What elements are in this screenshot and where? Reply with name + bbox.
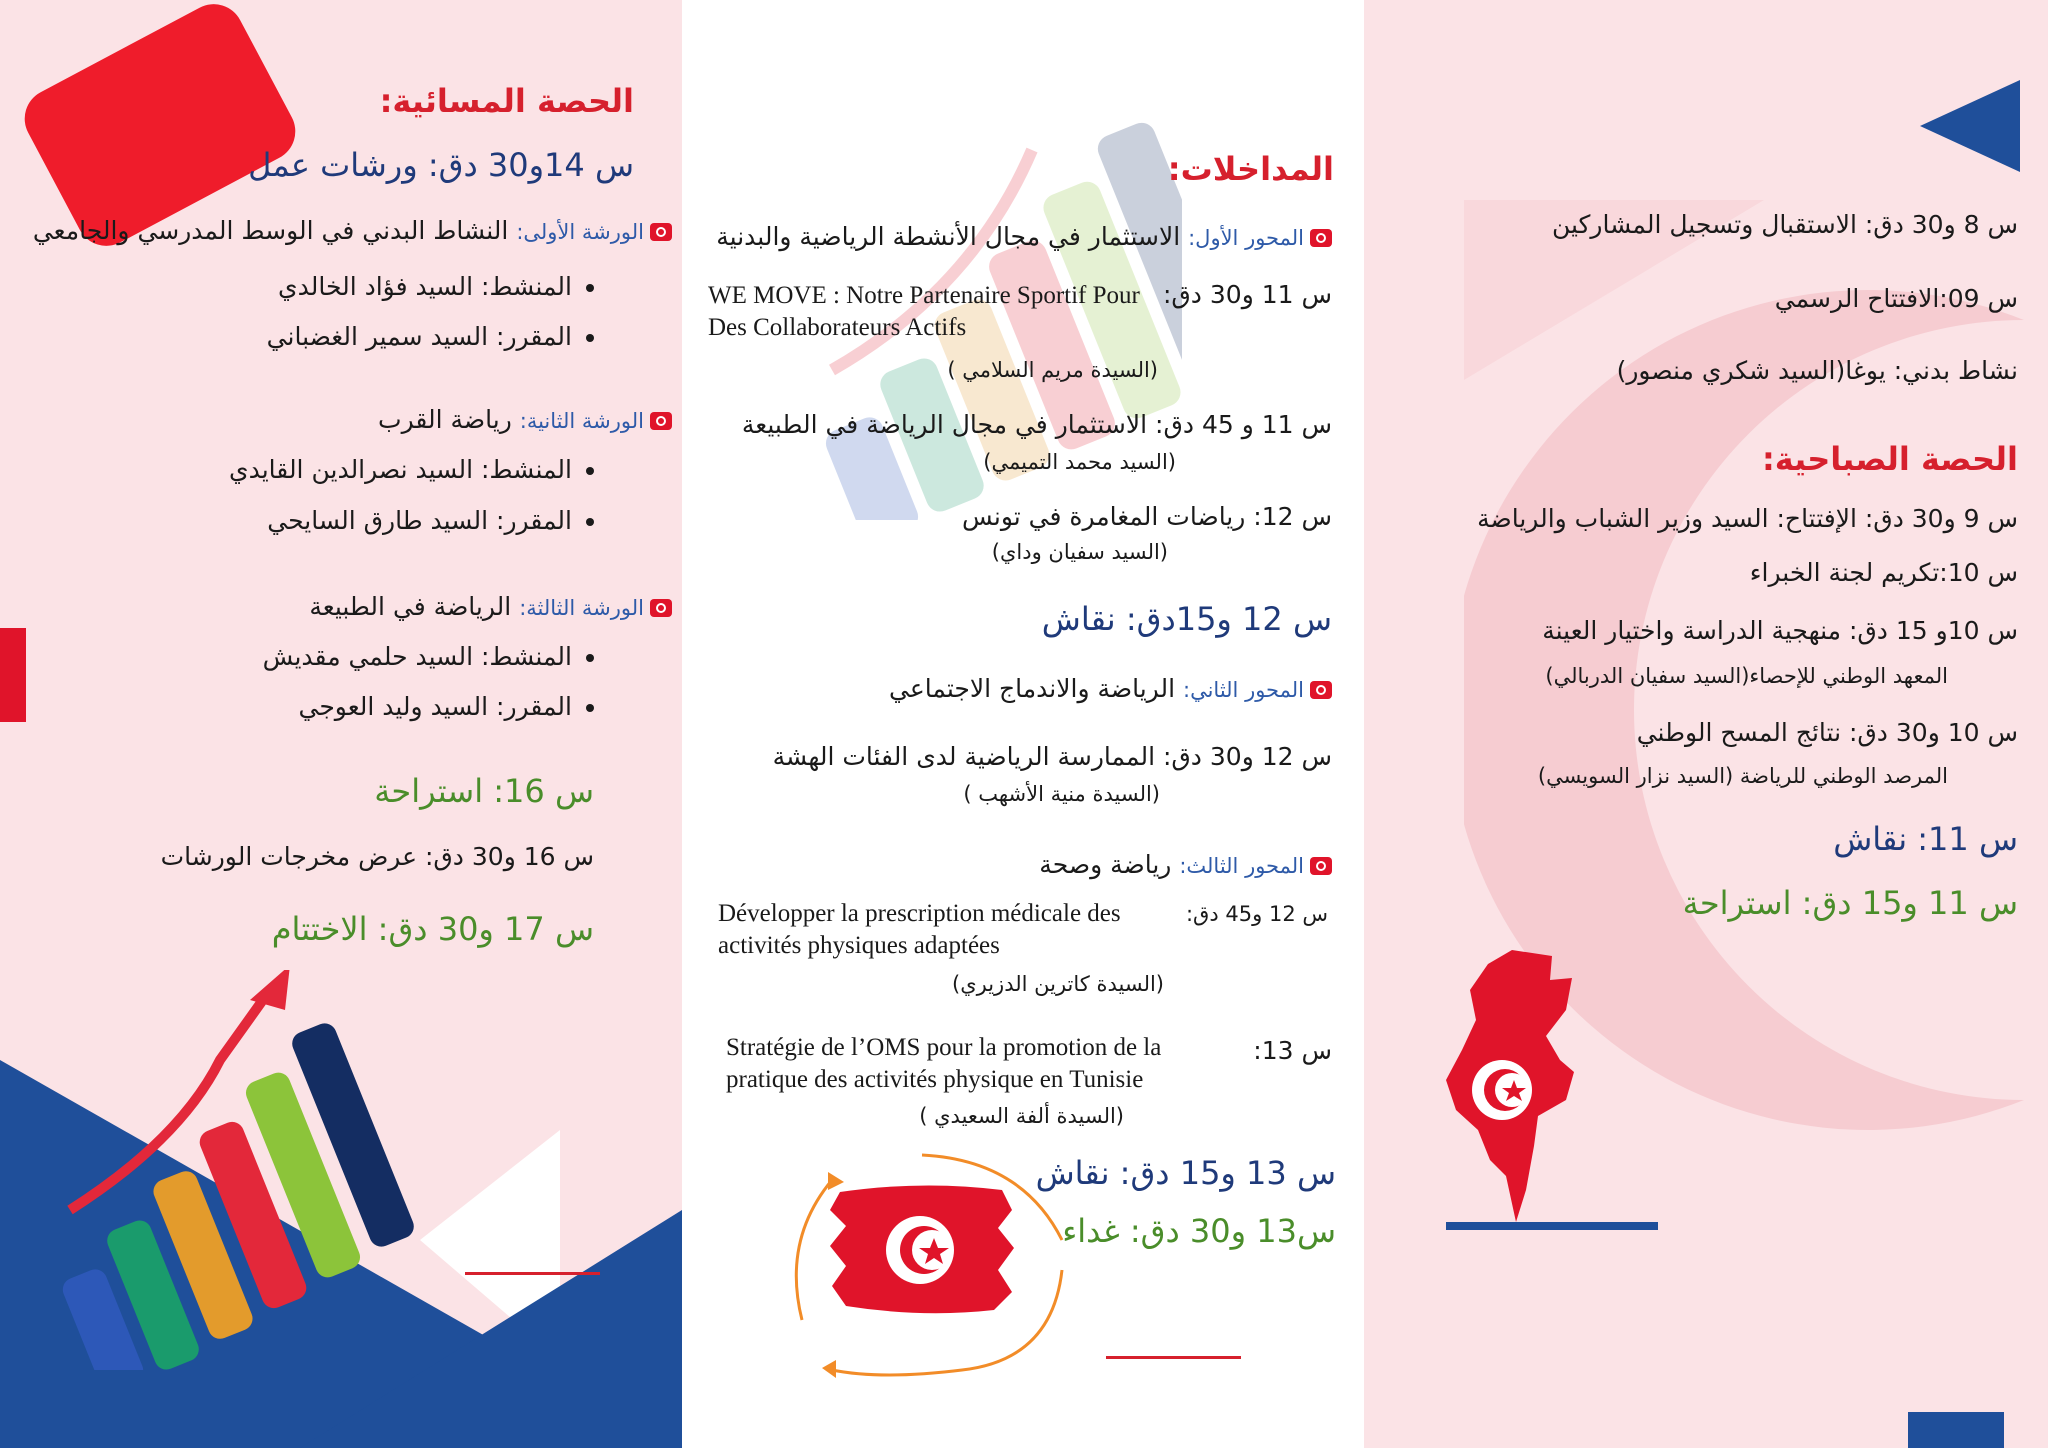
right-panel	[1364, 0, 2048, 1448]
tunisia-flag-icon	[1310, 681, 1332, 699]
talk-2-speaker: (السيد محمد التميمي)	[983, 450, 1176, 474]
growth-chart-icon	[60, 970, 420, 1370]
axis-3-text: رياضة وصحة	[1039, 850, 1172, 879]
workshop-1-label: الورشة الأولى:	[516, 220, 644, 244]
afternoon-title: الحصة المسائية:	[379, 82, 634, 120]
workshop-1-facilitator: المنشط: السيد فؤاد الخالدي	[278, 272, 594, 301]
talk-6-time: س 13:	[1253, 1036, 1332, 1065]
talk-4: س 12 و30 دق: الممارسة الرياضية لدى الفئات الهشة	[772, 742, 1332, 771]
survey-results-speaker: المرصد الوطني للرياضة (السيد نزار السويسي)	[1537, 764, 1948, 788]
experts-honor: س 10:تكريم لجنة الخبراء	[1749, 558, 2018, 587]
workshop-3-label: الورشة الثالثة:	[519, 596, 644, 620]
axis-3-label: المحور الثالث:	[1179, 854, 1304, 878]
survey-results-time: س 10 و30 دق: نتائج المسح الوطني	[1636, 718, 2018, 747]
bullet-icon	[586, 704, 594, 712]
closing-time: س 17 و30 دق: الاختتام	[271, 910, 594, 948]
red-underline-left	[465, 1272, 600, 1275]
interventions-title: المداخلات:	[1167, 150, 1334, 188]
talk-2: س 11 و 45 دق: الاستثمار في مجال الرياضة في الطبيعة	[741, 410, 1332, 439]
workshop-3-text: الرياضة في الطبيعة	[309, 592, 512, 621]
axis-2-label: المحور الثاني:	[1183, 678, 1304, 702]
middle-panel	[682, 0, 1364, 1448]
blue-triangle-top-right	[1920, 80, 2030, 180]
talk-1-title: WE MOVE : Notre Partenaire Sportif Pour Des Collaborateurs Actifs	[708, 282, 1140, 341]
talk-3: س 12: رياضات المغامرة في تونس	[962, 502, 1332, 531]
tunisia-flag-icon	[1310, 857, 1332, 875]
workshop-1-rapporteur: المقرر: السيد سمير الغضباني	[267, 322, 594, 351]
discussion-2: س 13 و15 دق: نقاش	[1035, 1154, 1336, 1192]
methodology-speaker: المعهد الوطني للإحصاء(السيد سفيان الدربالي)	[1545, 664, 1948, 688]
results-time: س 16 و30 دق: عرض مخرجات الورشات	[160, 842, 594, 871]
talk-1-time: س 11 و30 دق:	[1162, 280, 1332, 309]
axis-2-text: الرياضة والاندماج الاجتماعي	[889, 674, 1176, 703]
bullet-icon	[586, 654, 594, 662]
workshop-2-label: الورشة الثانية:	[519, 409, 644, 433]
workshop-1-text: النشاط البدني في الوسط المدرسي والجامعي	[32, 216, 509, 245]
discussion-1: س 12 و15دق: نقاش	[1041, 600, 1332, 638]
bullet-icon	[586, 334, 594, 342]
workshop-3	[309, 592, 672, 621]
break-time: س 16: استراحة	[374, 772, 594, 810]
workshop-2-text: رياضة القرب	[378, 405, 512, 434]
talk-5-time: س 12 و45 دق:	[1185, 902, 1328, 926]
red-underline-mid	[1106, 1356, 1241, 1359]
tunisia-map-icon	[1442, 950, 1622, 1222]
talk-4-speaker: (السيدة منية الأشهب )	[963, 782, 1160, 806]
workshop-3-rapporteur: المقرر: السيد وليد العوجي	[298, 692, 594, 721]
axis-1-label: المحور الأول:	[1188, 226, 1304, 250]
morning-discussion: س 11: نقاش	[1833, 820, 2018, 858]
workshop-1	[33, 216, 672, 245]
blue-square-bottom	[1908, 1412, 2004, 1448]
tunisia-flag-icon	[650, 599, 672, 617]
bullet-icon	[586, 284, 594, 292]
left-edge-red-bar	[0, 628, 26, 722]
tunisia-flag-icon	[1310, 229, 1332, 247]
morning-title: الحصة الصباحية:	[1761, 440, 2018, 478]
tunisia-flag-icon	[650, 223, 672, 241]
opening-time: س 09:الافتتاح الرسمي	[1774, 284, 2018, 313]
axis-2	[889, 674, 1332, 703]
morning-opening: س 9 و30 دق: الإفتتاح: السيد وزير الشباب والرياضة	[1477, 504, 2018, 533]
workshops-time: س 14و30 دق: ورشات عمل	[248, 146, 634, 184]
talk-6-speaker: (السيدة ألفة السعيدي )	[919, 1104, 1124, 1128]
axis-1-text: الاستثمار في مجال الأنشطة الرياضية والبدنية	[716, 222, 1181, 251]
axis-3	[1039, 850, 1332, 879]
workshop-2-rapporteur: المقرر: السيد طارق السايحي	[267, 506, 594, 535]
talk-6-title: Stratégie de l’OMS pour la promotion de la pratique des activités physique en Tunisie	[726, 1034, 1162, 1093]
workshop-2-facilitator: المنشط: السيد نصرالدين القايدي	[229, 455, 594, 484]
axis-1	[716, 222, 1332, 251]
yoga-activity: نشاط بدني: يوغا(السيد شكري منصور)	[1616, 356, 2018, 385]
left-panel	[0, 0, 682, 1448]
talk-5-speaker: (السيدة كاترين الدزيري)	[952, 972, 1164, 996]
talk-1-speaker: (السيدة مريم السلامي )	[947, 358, 1158, 382]
methodology-time: س 10و 15 دق: منهجية الدراسة واختيار العينة	[1542, 616, 2018, 645]
blue-underline-map	[1446, 1222, 1658, 1230]
lunch-time: س13 و30 دق: غداء	[1062, 1212, 1336, 1250]
reception-time: س 8 و30 دق: الاستقبال وتسجيل المشاركين	[1551, 210, 2018, 239]
bullet-icon	[586, 518, 594, 526]
tunisia-flag-brush	[762, 1120, 1092, 1390]
morning-break: س 11 و15 دق: استراحة	[1682, 884, 2018, 922]
tunisia-flag-icon	[650, 412, 672, 430]
workshop-2	[378, 405, 672, 434]
talk-3-speaker: (السيد سفيان وداي)	[991, 540, 1168, 564]
workshop-3-facilitator: المنشط: السيد حلمي مقديش	[263, 642, 594, 671]
talk-5-title: Développer la prescription médicale des activités physiques adaptées	[718, 900, 1121, 959]
bullet-icon	[586, 467, 594, 475]
